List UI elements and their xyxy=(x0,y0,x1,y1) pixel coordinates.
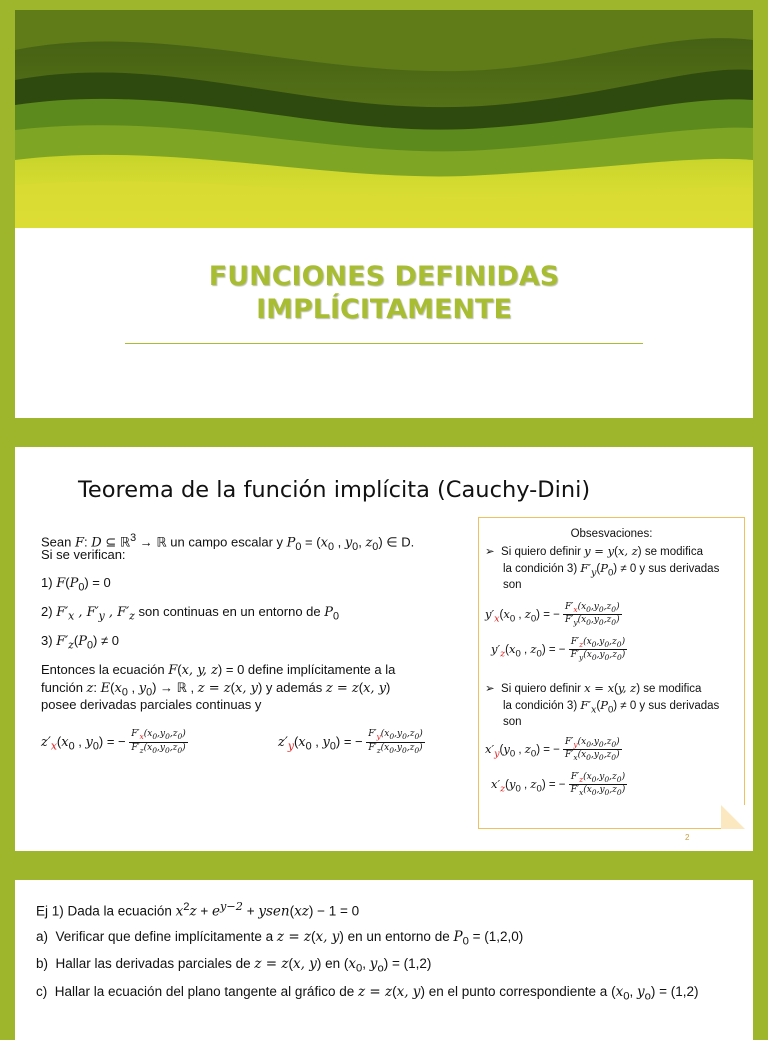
item-b: b) Hallar las derivadas parciales de z = z(x, y) en ($x_0$, $y_o) = (1,2)$ xyxy=(36,956,432,975)
obs2-line1: ➢ Si quiero definir x = x(y, z) se modifica xyxy=(485,681,702,695)
yx-formula: $y'_x(x_0$ , $z_0$) = − $\frac{F'_x(x_0,y_0,z_0)}{F'_y(x_0,y_0,z_0)}$ xyxy=(485,601,620,628)
obs1-line2: la condición 3) $F'_y(P_0) \ne 0$ y sus derivadas xyxy=(503,561,720,579)
page-number: 2 xyxy=(685,833,690,842)
theorem-heading: Teorema de la función implícita (Cauchy-Dini) xyxy=(78,477,591,503)
condition-2: 2) $F'_x$ , $F'_y$ , $F'_z$ son continuas en un entorno de $P_0$ xyxy=(41,604,340,623)
entonces-line-1: Entonces la ecuación F(x, y, z) = 0 define implícitamente a la xyxy=(41,662,396,678)
zy-formula: $z'_y(x_0$ , $y_0$) = − $\frac{F'_y(x_0,y_0,z_0)}{F'_z(x_0,y_0,z_0)}$ xyxy=(278,729,423,755)
item-a: a) Verificar que define implícitamente a z = z(x, y) en un entorno de $P_0 = (1,2,0)$ xyxy=(36,929,524,948)
condition-3: 3) $F'_z(P_0) \ne 0$ xyxy=(41,633,119,652)
xy-formula: $x'_y(y_0$ , $z_0$) = − $\frac{F'_y(x_0,y_0,z_0)}{F'_x(x_0,y_0,z_0)}$ xyxy=(485,736,620,763)
item-c: c) Hallar la ecuación del plano tangente al gráfico de z = z(x, y) en el punto correspondiente a ($x_0$, $y_o) = (1,2)$ xyxy=(36,984,699,1003)
slide-title xyxy=(15,260,753,326)
si-se-verifican: Si se verifican: xyxy=(41,547,126,562)
title-slide xyxy=(15,10,753,418)
title-divider xyxy=(125,343,643,344)
intro-line: Sean F: D ⊆ ℝ$^3$ → ℝ un campo escalar y $P_0 = (x_0$ , $y_0$, $z_0$) ∈ D. xyxy=(41,532,415,553)
obs2-line2: la condición 3) $F'_x(P_0) \ne 0$ y sus derivadas xyxy=(503,698,720,716)
condition-1: 1) $F(P_0) = 0$ xyxy=(41,575,111,594)
xz-formula: $x'_z(y_0$ , $z_0$) = − $\frac{F'_z(x_0,y_0,z_0)}{F'_x(x_0,y_0,z_0)}$ xyxy=(491,771,626,798)
observations-box xyxy=(478,517,745,829)
theorem-slide xyxy=(15,447,753,851)
obs1-line1: ➢ Si quiero definir y = y(x, z) se modifica xyxy=(485,544,703,558)
entonces-line-2: función z: $E(x_0$ , $y_0$) → ℝ , z = z(x, y) y además z = z(x, y) xyxy=(41,680,391,699)
obs2-line3: son xyxy=(503,716,522,728)
title-line-2: IMPLÍCITAMENTE xyxy=(256,294,512,325)
exercise-statement: Ej 1) Dada la ecuación $x^2z + e^{y-2}$ + ysen(xz) − 1 = 0 xyxy=(36,900,360,920)
exercise-slide xyxy=(15,880,753,1040)
obs-title: Obsesvaciones: xyxy=(570,528,653,540)
yz-formula: $y'_z(x_0$ , $z_0$) = − $\frac{F'_z(x_0,y_0,z_0)}{F'_y(x_0,y_0,z_0)}$ xyxy=(491,636,626,663)
page-curl xyxy=(721,805,745,829)
zx-formula: $z'_x(x_0$ , $y_0$) = − $\frac{F'_x(x_0,y_0,z_0)}{F'_z(x_0,y_0,z_0)}$ xyxy=(41,729,186,755)
entonces-line-3: posee derivadas parciales continuas y xyxy=(41,697,262,712)
obs1-line3: son xyxy=(503,579,522,591)
landscape-banner-image xyxy=(15,10,753,228)
title-line-1: FUNCIONES DEFINIDAS xyxy=(208,261,560,292)
